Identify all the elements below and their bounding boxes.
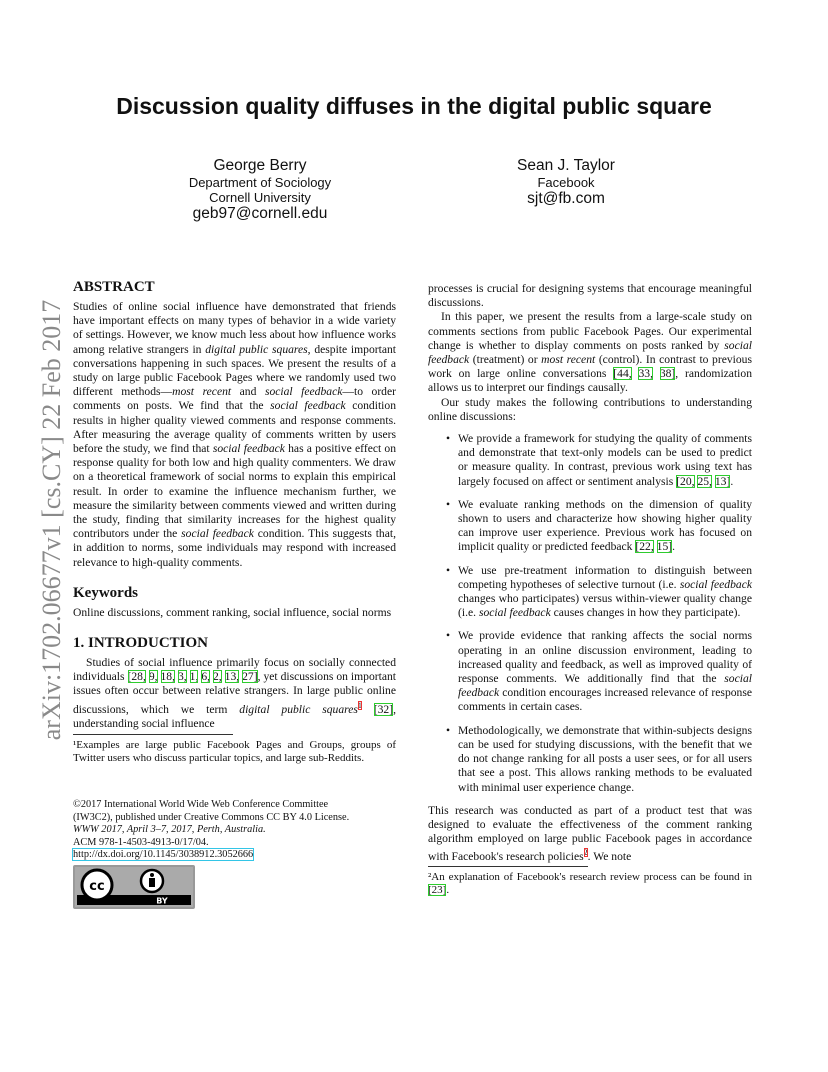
citation-link[interactable]: 38] bbox=[659, 367, 676, 381]
list-item: • Methodologically, we demonstrate that within-subjects designs can be used for studying discussions, with the benefit that we do not change ranking for all posts a user sees, or for all users that see a post. This allows ranking methods to be evaluated with minimal user experience change. bbox=[446, 723, 752, 794]
author-email: geb97@cornell.edu bbox=[192, 205, 328, 222]
footnote-1: ¹Examples are large public Facebook Pages and Groups, groups of Twitter users who discuss particular topics, and large sub-Reddits. bbox=[73, 738, 396, 764]
citation-link[interactable]: 3, bbox=[177, 670, 187, 684]
left-column bbox=[73, 278, 396, 909]
list-item: • We evaluate ranking methods on the dimension of quality shown to users and characterize how showing higher quality can improve user experience. Previous work has focused on implicit quality or predicted feedback [22, 15]. bbox=[446, 497, 752, 554]
paper-title: Discussion quality diffuses in the digital public square bbox=[116, 93, 712, 119]
keywords-text: Online discussions, comment ranking, social influence, social norms bbox=[73, 605, 392, 619]
footnote-link[interactable]: 2 bbox=[583, 848, 588, 858]
citation-link[interactable]: [28, bbox=[127, 670, 146, 684]
citation-link[interactable]: [32] bbox=[373, 702, 394, 716]
by-label: BY bbox=[156, 896, 168, 906]
paragraph: Our study makes the following contributions to understanding online discussions: bbox=[428, 395, 752, 423]
citation-link[interactable]: [23] bbox=[428, 884, 447, 897]
doi-link[interactable]: http://dx.doi.org/10.1145/3038912.3052666 bbox=[73, 849, 254, 861]
citation-link[interactable]: [20, bbox=[676, 474, 695, 488]
footnote-rule bbox=[428, 866, 588, 867]
citation-link[interactable]: [44, bbox=[613, 367, 632, 381]
citation-link[interactable]: 18, bbox=[160, 670, 175, 684]
footnote-2: ²An explanation of Facebook's research review process can be found in [23]. bbox=[428, 871, 752, 897]
citation-link[interactable]: 2, bbox=[212, 670, 222, 684]
citation-link[interactable]: 6, bbox=[201, 670, 211, 684]
author-affiliation: Facebook bbox=[537, 175, 595, 190]
contributions-list bbox=[428, 432, 752, 795]
list-item: • We provide evidence that ranking affects the social norms operating in an online discussion environment, leading to increased quality and feedback, as well as improved quality of response comments. We additionally find that the social feedback condition encourages increased relevance of response comments in certain cases. bbox=[446, 629, 752, 714]
cc-by-license-icon[interactable] bbox=[73, 865, 195, 909]
paragraph: This research was conducted as part of a product test that was designed to evaluate the effectiveness of the comment ranking algorithm employed on large public Facebook pages in accordance with Facebook's research policies$^2$. We note bbox=[428, 803, 752, 864]
author-block-1 bbox=[160, 157, 360, 223]
keywords-heading: Keywords bbox=[73, 584, 138, 601]
citation-link[interactable]: 27] bbox=[242, 670, 258, 684]
right-column bbox=[428, 282, 752, 897]
citation-link[interactable]: 13] bbox=[714, 474, 731, 488]
author-email: sjt@fb.com bbox=[527, 190, 605, 207]
citation-link[interactable]: 25, bbox=[697, 474, 712, 488]
citation-link[interactable]: [22, bbox=[635, 540, 654, 554]
paragraph: In this paper, we present the results from a large-scale study on comments sections from public Facebook Pages. Our experimental change is whether to display comments on posts ranked by social feedback (treatment) or most recent (control). In contrast to previous work on large online conversations [44, 33, 38], randomization allows us to interpret our findings causally. bbox=[428, 310, 752, 395]
abstract-text: Studies of online social influence have demonstrated that friends have important effects on many types of behavior in a wide variety of settings. However, we know much less about how influence works among relative strangers in digital public squares, despite important conversations happening in such spaces. We present the results of a study on large public Facebook Pages where we randomly used two different methods—most recent and social feedback—to order comments on posts. We find that the social feedback condition results in higher quality viewed comments and response comments. After measuring the average quality of comments written by users before the study, we find that social feedback has a positive effect on response quality for both low and high quality commenters. We draw on a theoretical framework of social norms to explain this empirical result. In order to examine the influence mechanism further, we measure the similarity between comments viewed and written during the study, finding that similarity increases for the highest quality contributors under the social feedback condition. This suggests that, in addition to norms, some individuals may respond with increased relevance to high-quality comments. bbox=[73, 300, 396, 569]
author-affiliation: Department of Sociology bbox=[188, 175, 332, 190]
abstract-heading: ABSTRACT bbox=[73, 279, 155, 295]
introduction-heading: 1. INTRODUCTION bbox=[73, 635, 209, 652]
copyright-block: ©2017 International World Wide Web Conference Committee (IW3C2), published under Creative Commons CC BY 4.0 License. WWW 2017, April 3–7, 2017, Perth, Australia. ACM 978-1-4503-4913-0/17/04. http://dx.doi.org/10.1145/3038912.3052666 cc BY bbox=[73, 799, 396, 909]
author-block-2 bbox=[466, 157, 666, 208]
citation-link[interactable]: 1, bbox=[189, 670, 199, 684]
author-name: George Berry bbox=[213, 157, 307, 174]
author-name: Sean J. Taylor bbox=[517, 157, 615, 174]
author-affiliation: Cornell University bbox=[209, 190, 311, 205]
intro-text: Studies of social influence primarily focus on socially connected individuals [28, 9, 18, 3, 1, 6, 2, 13, 27], yet discussions on important issues often occur between relative strangers. In large public online discussions, which we term digital public squares$^1$ [32], understanding social influence bbox=[73, 656, 396, 730]
list-item: • We use pre-treatment information to distinguish between competing hypotheses of selective turnout (i.e. social feedback changes who participates) versus within-viewer quality change (i.e. social feedback causes changes in how they participate). bbox=[446, 563, 752, 620]
footnote-link[interactable]: 1 bbox=[357, 700, 362, 710]
cc-label: cc bbox=[89, 878, 105, 894]
list-item: • We provide a framework for studying the quality of comments and demonstrate that text-only models can be used to predict or measure quality. In contrast, previous work using text has largely focused on affect or sentiment analysis [20, 25, 13]. bbox=[446, 432, 752, 488]
citation-link[interactable]: 15] bbox=[656, 540, 673, 554]
citation-link[interactable]: 33, bbox=[638, 367, 653, 381]
citation-link[interactable]: 13, bbox=[224, 670, 240, 684]
arxiv-stamp: arXiv:1702.06677v1 [cs.CY] 22 Feb 2017 bbox=[37, 299, 66, 741]
footnote-rule bbox=[73, 734, 233, 735]
citation-link[interactable]: 9, bbox=[148, 670, 158, 684]
intro-continuation: processes is crucial for designing systems that encourage meaningful discussions. bbox=[428, 282, 752, 310]
